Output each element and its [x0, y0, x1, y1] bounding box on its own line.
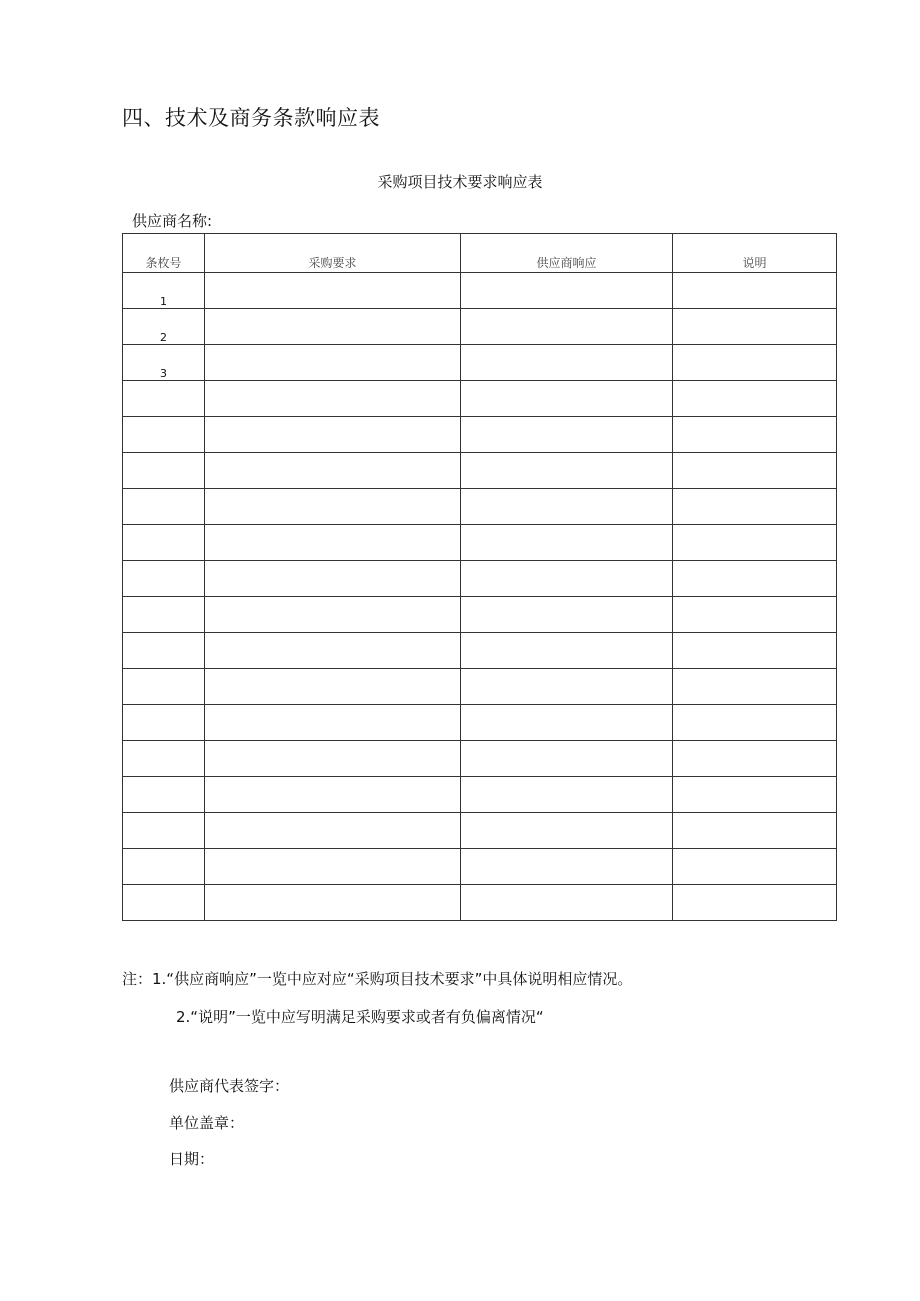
- cell-supplier-response[interactable]: [461, 597, 673, 633]
- table-row: [123, 273, 837, 309]
- cell-purchase-requirement[interactable]: [205, 417, 461, 453]
- table-row: [123, 597, 837, 633]
- cell-supplier-response[interactable]: [461, 417, 673, 453]
- cell-purchase-requirement[interactable]: [205, 345, 461, 381]
- cell-purchase-requirement[interactable]: [205, 525, 461, 561]
- unit-seal-label: 单位盖章：: [169, 1114, 245, 1132]
- header-item-number: 条枚号: [123, 234, 205, 273]
- cell-supplier-response[interactable]: [461, 453, 673, 489]
- table-row: [123, 561, 837, 597]
- cell-supplier-response[interactable]: [461, 345, 673, 381]
- table-title: 采购项目技术要求响应表: [377, 173, 543, 191]
- table-row: [123, 489, 837, 525]
- cell-purchase-requirement[interactable]: [205, 633, 461, 669]
- cell-purchase-requirement[interactable]: [205, 777, 461, 813]
- cell-supplier-response[interactable]: [461, 777, 673, 813]
- cell-supplier-response[interactable]: [461, 381, 673, 417]
- cell-purchase-requirement[interactable]: [205, 453, 461, 489]
- header-purchase-requirement: 采购要求: [205, 234, 461, 273]
- cell-item-number: [123, 741, 205, 777]
- note-2: 2.“说明”一览中应写明满足采购要求或者有负偏离情况“: [176, 1008, 544, 1026]
- cell-supplier-response[interactable]: [461, 885, 673, 921]
- cell-purchase-requirement[interactable]: [205, 849, 461, 885]
- cell-item-number: [123, 849, 205, 885]
- cell-item-number: 3: [123, 345, 205, 381]
- cell-remarks[interactable]: [673, 813, 837, 849]
- cell-supplier-response[interactable]: [461, 525, 673, 561]
- cell-supplier-response[interactable]: [461, 705, 673, 741]
- cell-purchase-requirement[interactable]: [205, 597, 461, 633]
- cell-remarks[interactable]: [673, 561, 837, 597]
- cell-remarks[interactable]: [673, 669, 837, 705]
- response-table: [122, 233, 837, 921]
- cell-purchase-requirement[interactable]: [205, 561, 461, 597]
- cell-remarks[interactable]: [673, 309, 837, 345]
- cell-remarks[interactable]: [673, 885, 837, 921]
- table-header-row: [123, 234, 837, 273]
- table-row: [123, 633, 837, 669]
- cell-item-number: [123, 453, 205, 489]
- signature-rep-label: 供应商代表签字：: [169, 1077, 290, 1095]
- cell-supplier-response[interactable]: [461, 813, 673, 849]
- table-row: [123, 345, 837, 381]
- supplier-name-label: 供应商名称:: [132, 212, 213, 230]
- cell-item-number: [123, 597, 205, 633]
- cell-remarks[interactable]: [673, 777, 837, 813]
- table-row: [123, 885, 837, 921]
- cell-supplier-response[interactable]: [461, 309, 673, 345]
- cell-supplier-response[interactable]: [461, 561, 673, 597]
- cell-item-number: [123, 777, 205, 813]
- table-row: [123, 453, 837, 489]
- table-row: [123, 381, 837, 417]
- table-row: [123, 849, 837, 885]
- cell-purchase-requirement[interactable]: [205, 381, 461, 417]
- cell-remarks[interactable]: [673, 489, 837, 525]
- table-row: [123, 417, 837, 453]
- cell-remarks[interactable]: [673, 345, 837, 381]
- cell-item-number: [123, 705, 205, 741]
- table-row: [123, 741, 837, 777]
- header-remarks: 说明: [673, 234, 837, 273]
- cell-item-number: [123, 885, 205, 921]
- cell-purchase-requirement[interactable]: [205, 813, 461, 849]
- note-1: 注：1.“供应商响应”一览中应对应“采购项目技术要求”中具体说明相应情况。: [122, 970, 633, 988]
- cell-remarks[interactable]: [673, 453, 837, 489]
- date-label: 日期：: [169, 1150, 215, 1168]
- cell-item-number: [123, 525, 205, 561]
- cell-purchase-requirement[interactable]: [205, 489, 461, 525]
- cell-remarks[interactable]: [673, 273, 837, 309]
- cell-purchase-requirement[interactable]: [205, 705, 461, 741]
- cell-purchase-requirement[interactable]: [205, 273, 461, 309]
- section-title: 四、技术及商务条款响应表: [122, 106, 380, 130]
- cell-item-number: [123, 489, 205, 525]
- cell-purchase-requirement[interactable]: [205, 309, 461, 345]
- table-row: [123, 777, 837, 813]
- cell-remarks[interactable]: [673, 597, 837, 633]
- cell-item-number: [123, 813, 205, 849]
- header-supplier-response: 供应商响应: [461, 234, 673, 273]
- cell-purchase-requirement[interactable]: [205, 741, 461, 777]
- cell-item-number: [123, 561, 205, 597]
- cell-remarks[interactable]: [673, 525, 837, 561]
- cell-remarks[interactable]: [673, 705, 837, 741]
- cell-supplier-response[interactable]: [461, 849, 673, 885]
- cell-remarks[interactable]: [673, 417, 837, 453]
- cell-supplier-response[interactable]: [461, 741, 673, 777]
- table-row: [123, 813, 837, 849]
- cell-remarks[interactable]: [673, 849, 837, 885]
- table-row: [123, 669, 837, 705]
- cell-item-number: 2: [123, 309, 205, 345]
- cell-purchase-requirement[interactable]: [205, 669, 461, 705]
- cell-item-number: [123, 669, 205, 705]
- cell-remarks[interactable]: [673, 741, 837, 777]
- table-row: [123, 309, 837, 345]
- cell-supplier-response[interactable]: [461, 489, 673, 525]
- cell-purchase-requirement[interactable]: [205, 885, 461, 921]
- cell-supplier-response[interactable]: [461, 669, 673, 705]
- cell-supplier-response[interactable]: [461, 273, 673, 309]
- table-body: [123, 273, 837, 921]
- table-row: [123, 525, 837, 561]
- cell-item-number: [123, 381, 205, 417]
- table-row: [123, 705, 837, 741]
- cell-item-number: 1: [123, 273, 205, 309]
- cell-item-number: [123, 633, 205, 669]
- cell-remarks[interactable]: [673, 381, 837, 417]
- cell-item-number: [123, 417, 205, 453]
- cell-supplier-response[interactable]: [461, 633, 673, 669]
- cell-remarks[interactable]: [673, 633, 837, 669]
